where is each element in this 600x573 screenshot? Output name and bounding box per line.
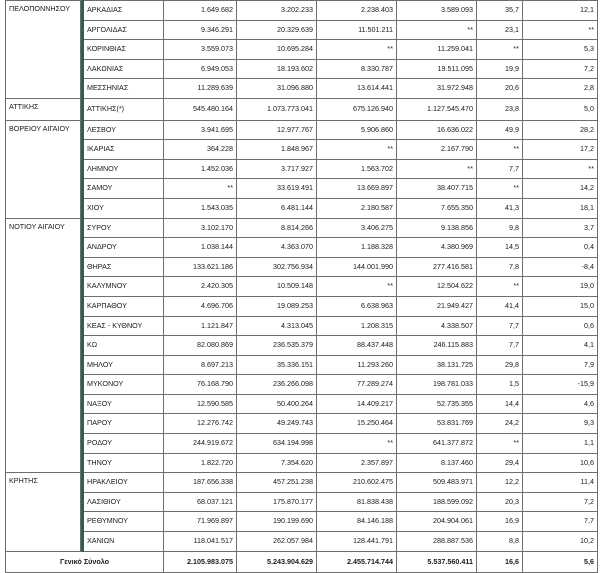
value-cell: 545.480.164 (164, 98, 237, 120)
region-name: ΒΟΡΕΙΟΥ ΑΙΓΑΙΟΥ (6, 120, 81, 218)
value-cell: 7,9 (523, 355, 598, 375)
value-cell: 10,2 (523, 532, 598, 552)
value-cell: 1,1 (523, 434, 598, 454)
prefecture-name: ΚΑΛΥΜΝΟΥ (84, 277, 164, 297)
value-cell: 16.636.022 (397, 120, 477, 140)
prefecture-name: ΛΗΜΝΟΥ (84, 159, 164, 179)
value-cell: 12.590.585 (164, 394, 237, 414)
value-cell: 509.483.971 (397, 473, 477, 493)
table-row (6, 375, 598, 395)
value-cell: 675.126.940 (317, 98, 397, 120)
value-cell: 20,3 (477, 492, 523, 512)
value-cell: 4,1 (523, 336, 598, 356)
value-cell: 14,2 (523, 179, 598, 199)
value-cell: 641.377.872 (397, 434, 477, 454)
value-cell: 7,7 (477, 336, 523, 356)
value-cell: 4.313.045 (237, 316, 317, 336)
table-row (6, 336, 598, 356)
value-cell: 5,0 (523, 98, 598, 120)
value-cell: 118.041.517 (164, 532, 237, 552)
value-cell: 35,7 (477, 1, 523, 21)
value-cell: 1.121.847 (164, 316, 237, 336)
value-cell: 1.073.773.041 (237, 98, 317, 120)
prefecture-name: ΗΡΑΚΛΕΙΟΥ (84, 473, 164, 493)
region-name: ΑΤΤΙΚΗΣ (6, 98, 81, 120)
table-row (6, 492, 598, 512)
value-cell: 11.289.639 (164, 79, 237, 99)
prefecture-name: ΘΗΡΑΣ (84, 257, 164, 277)
value-cell: ** (317, 277, 397, 297)
value-cell: 190.199.690 (237, 512, 317, 532)
value-cell: 5.906.860 (317, 120, 397, 140)
prefecture-name: ΣΥΡΟΥ (84, 218, 164, 238)
value-cell: ** (397, 20, 477, 40)
value-cell: 2,8 (523, 79, 598, 99)
value-cell: 18.193.602 (237, 59, 317, 79)
value-cell: 84.146.188 (317, 512, 397, 532)
value-cell: 7.655.350 (397, 198, 477, 218)
prefecture-name: ΣΑΜΟΥ (84, 179, 164, 199)
value-cell: 7,7 (477, 316, 523, 336)
table-row (6, 473, 598, 493)
value-cell: 3.202.233 (237, 1, 317, 21)
value-cell: 6.949.053 (164, 59, 237, 79)
value-cell: ** (523, 159, 598, 179)
prefecture-name: ΧΙΟΥ (84, 198, 164, 218)
value-cell: 1.543.035 (164, 198, 237, 218)
prefecture-name: ΚΩ (84, 336, 164, 356)
value-cell: 277.416.581 (397, 257, 477, 277)
total-value: 2.105.983.075 (164, 551, 237, 572)
value-cell: 7,7 (523, 512, 598, 532)
prefecture-name: ΜΗΛΟΥ (84, 355, 164, 375)
value-cell: 13.669.897 (317, 179, 397, 199)
value-cell: 14,5 (477, 238, 523, 258)
value-cell: 9.138.856 (397, 218, 477, 238)
value-cell: 41,3 (477, 198, 523, 218)
value-cell: 52.735.355 (397, 394, 477, 414)
value-cell: 29,8 (477, 355, 523, 375)
total-value: 5,6 (523, 551, 598, 572)
value-cell: 1.649.682 (164, 1, 237, 21)
prefecture-name: ΚΑΡΠΑΘΟΥ (84, 296, 164, 316)
value-cell: 210.602.475 (317, 473, 397, 493)
value-cell: 7,7 (477, 159, 523, 179)
value-cell: ** (477, 277, 523, 297)
table-row (6, 316, 598, 336)
value-cell: 23,8 (477, 98, 523, 120)
value-cell: 236.535.379 (237, 336, 317, 356)
value-cell: 31.096.880 (237, 79, 317, 99)
value-cell: 8,8 (477, 532, 523, 552)
value-cell: 2.420.305 (164, 277, 237, 297)
value-cell: 19,0 (523, 277, 598, 297)
table-row (6, 79, 598, 99)
value-cell: 1.563.702 (317, 159, 397, 179)
value-cell: 3,7 (523, 218, 598, 238)
value-cell: 1.188.328 (317, 238, 397, 258)
prefecture-name: ΚΕΑΣ - ΚΥΘΝΟΥ (84, 316, 164, 336)
value-cell: 3.941.695 (164, 120, 237, 140)
value-cell: ** (523, 20, 598, 40)
prefecture-name: ΧΑΝΙΩΝ (84, 532, 164, 552)
value-cell: 13.614.441 (317, 79, 397, 99)
value-cell: 20.329.639 (237, 20, 317, 40)
value-cell: 12.504.622 (397, 277, 477, 297)
value-cell: 11.501.211 (317, 20, 397, 40)
value-cell: 2.167.790 (397, 140, 477, 160)
value-cell: 9,8 (477, 218, 523, 238)
value-cell: 1,5 (477, 375, 523, 395)
total-value: 2.455.714.744 (317, 551, 397, 572)
table-row (6, 414, 598, 434)
total-row (6, 551, 598, 572)
prefecture-name: ΙΚΑΡΙΑΣ (84, 140, 164, 160)
value-cell: 18,1 (523, 198, 598, 218)
value-cell: 17,2 (523, 140, 598, 160)
value-cell: 246.115.883 (397, 336, 477, 356)
value-cell: 8.137.460 (397, 453, 477, 473)
value-cell: 6.638.963 (317, 296, 397, 316)
value-cell: ** (477, 40, 523, 60)
total-label: Γενικό Σύνολο (6, 551, 164, 572)
value-cell: 3.717.927 (237, 159, 317, 179)
value-cell: 14,4 (477, 394, 523, 414)
region-name: ΚΡΗΤΗΣ (6, 473, 81, 551)
value-cell: 3.559.073 (164, 40, 237, 60)
table-row (6, 238, 598, 258)
value-cell: 4,6 (523, 394, 598, 414)
table-row (6, 394, 598, 414)
prefecture-name: ΑΤΤΙΚΗΣ(*) (84, 98, 164, 120)
value-cell: 7,2 (523, 492, 598, 512)
table-row (6, 98, 598, 120)
prefecture-name: ΠΑΡΟΥ (84, 414, 164, 434)
value-cell: ** (477, 434, 523, 454)
value-cell: 77.289.274 (317, 375, 397, 395)
table-row (6, 1, 598, 21)
value-cell: 5,3 (523, 40, 598, 60)
prefecture-name: ΑΡΚΑΔΙΑΣ (84, 1, 164, 21)
value-cell: 68.037.121 (164, 492, 237, 512)
value-cell: 11,4 (523, 473, 598, 493)
value-cell: 10,6 (523, 453, 598, 473)
total-value: 16,6 (477, 551, 523, 572)
value-cell: ** (164, 179, 237, 199)
value-cell: 9.346.291 (164, 20, 237, 40)
value-cell: 3.102.170 (164, 218, 237, 238)
table-row (6, 179, 598, 199)
value-cell: 76.168.790 (164, 375, 237, 395)
value-cell: ** (317, 434, 397, 454)
table-row (6, 159, 598, 179)
prefecture-name: ΛΕΣΒΟΥ (84, 120, 164, 140)
value-cell: 244.919.672 (164, 434, 237, 454)
value-cell: 20,6 (477, 79, 523, 99)
value-cell: 8.814.266 (237, 218, 317, 238)
value-cell: 14.409.217 (317, 394, 397, 414)
value-cell: 8.697.213 (164, 355, 237, 375)
value-cell: 188.599.092 (397, 492, 477, 512)
prefecture-name: ΡΟΔΟΥ (84, 434, 164, 454)
value-cell: -8,4 (523, 257, 598, 277)
value-cell: 1.452.036 (164, 159, 237, 179)
value-cell: 3.589.093 (397, 1, 477, 21)
value-cell: 128.441.791 (317, 532, 397, 552)
value-cell: 364.228 (164, 140, 237, 160)
value-cell: ** (477, 140, 523, 160)
prefecture-name: ΤΗΝΟΥ (84, 453, 164, 473)
value-cell: 634.194.998 (237, 434, 317, 454)
table-row (6, 257, 598, 277)
value-cell: 41,4 (477, 296, 523, 316)
value-cell: 2.238.403 (317, 1, 397, 21)
value-cell: 29,4 (477, 453, 523, 473)
value-cell: 8.330.787 (317, 59, 397, 79)
value-cell: 1.208.315 (317, 316, 397, 336)
value-cell: 28,2 (523, 120, 598, 140)
value-cell: -15,9 (523, 375, 598, 395)
table-row (6, 277, 598, 297)
prefecture-name: ΡΕΘΥΜΝΟΥ (84, 512, 164, 532)
value-cell: 4.363.070 (237, 238, 317, 258)
prefecture-name: ΛΑΣΙΘΙΟΥ (84, 492, 164, 512)
value-cell: 2.180.587 (317, 198, 397, 218)
value-cell: 12.276.742 (164, 414, 237, 434)
value-cell: 262.057.984 (237, 532, 317, 552)
value-cell: 19.089.253 (237, 296, 317, 316)
value-cell: 23,1 (477, 20, 523, 40)
value-cell: 35.336.151 (237, 355, 317, 375)
prefecture-name: ΛΑΚΩΝΙΑΣ (84, 59, 164, 79)
region-name: ΠΕΛΟΠΟΝΝΗΣΟΥ (6, 1, 81, 99)
value-cell: 12,2 (477, 473, 523, 493)
value-cell: 9,3 (523, 414, 598, 434)
value-cell: 175.870.177 (237, 492, 317, 512)
value-cell: 21.949.427 (397, 296, 477, 316)
table-row (6, 40, 598, 60)
value-cell: 0,6 (523, 316, 598, 336)
value-cell: 53.831.769 (397, 414, 477, 434)
statistics-table (5, 0, 598, 573)
prefecture-name: ΝΑΞΟΥ (84, 394, 164, 414)
value-cell: 10.509.148 (237, 277, 317, 297)
value-cell: 144.001.990 (317, 257, 397, 277)
value-cell: 19.511.095 (397, 59, 477, 79)
value-cell: 0,4 (523, 238, 598, 258)
value-cell: 81.838.438 (317, 492, 397, 512)
value-cell: 88.437.448 (317, 336, 397, 356)
table-row (6, 140, 598, 160)
table-row (6, 218, 598, 238)
table-row (6, 532, 598, 552)
value-cell: 38.407.715 (397, 179, 477, 199)
table-row (6, 512, 598, 532)
value-cell: 457.251.238 (237, 473, 317, 493)
value-cell: 38.131.725 (397, 355, 477, 375)
table-row (6, 120, 598, 140)
table-row (6, 198, 598, 218)
total-value: 5.537.560.411 (397, 551, 477, 572)
value-cell: 204.904.061 (397, 512, 477, 532)
value-cell: 24,2 (477, 414, 523, 434)
region-name: ΝΟΤΙΟΥ ΑΙΓΑΙΟΥ (6, 218, 81, 473)
value-cell: 198.781.033 (397, 375, 477, 395)
value-cell: 12,1 (523, 1, 598, 21)
value-cell: 7,8 (477, 257, 523, 277)
value-cell: 33.619.491 (237, 179, 317, 199)
value-cell: 16,9 (477, 512, 523, 532)
value-cell: 4.696.706 (164, 296, 237, 316)
value-cell: 31.972.948 (397, 79, 477, 99)
prefecture-name: ΑΝΔΡΟΥ (84, 238, 164, 258)
table-row (6, 296, 598, 316)
value-cell: 133.621.186 (164, 257, 237, 277)
value-cell: 1.038.144 (164, 238, 237, 258)
value-cell: 11.293.260 (317, 355, 397, 375)
value-cell: 15,0 (523, 296, 598, 316)
table-row (6, 434, 598, 454)
value-cell: 4.338.507 (397, 316, 477, 336)
value-cell: 2.357.897 (317, 453, 397, 473)
value-cell: 82.080.869 (164, 336, 237, 356)
value-cell: ** (477, 179, 523, 199)
prefecture-name: ΑΡΓΟΛΙΔΑΣ (84, 20, 164, 40)
value-cell: 19,9 (477, 59, 523, 79)
value-cell: 50.400.264 (237, 394, 317, 414)
value-cell: 7,2 (523, 59, 598, 79)
value-cell: 1.822.720 (164, 453, 237, 473)
value-cell: 236.266.098 (237, 375, 317, 395)
value-cell: ** (317, 40, 397, 60)
value-cell: 71.969.897 (164, 512, 237, 532)
total-value: 5.243.904.629 (237, 551, 317, 572)
value-cell: ** (317, 140, 397, 160)
table-row (6, 453, 598, 473)
value-cell: 11.259.041 (397, 40, 477, 60)
table-row (6, 59, 598, 79)
table-row (6, 20, 598, 40)
prefecture-name: ΚΟΡΙΝΘΙΑΣ (84, 40, 164, 60)
value-cell: 10.695.284 (237, 40, 317, 60)
value-cell: 6.481.144 (237, 198, 317, 218)
value-cell: 7.354.620 (237, 453, 317, 473)
statistics-table-container (5, 0, 598, 573)
value-cell: 15.250.464 (317, 414, 397, 434)
value-cell: 302.756.934 (237, 257, 317, 277)
prefecture-name: ΜΕΣΣΗΝΙΑΣ (84, 79, 164, 99)
value-cell: ** (397, 159, 477, 179)
value-cell: 1.848.967 (237, 140, 317, 160)
value-cell: 12.977.767 (237, 120, 317, 140)
value-cell: 3.406.275 (317, 218, 397, 238)
value-cell: 1.127.545.470 (397, 98, 477, 120)
value-cell: 49,9 (477, 120, 523, 140)
table-body (6, 1, 598, 573)
value-cell: 4.380.969 (397, 238, 477, 258)
value-cell: 187.656.338 (164, 473, 237, 493)
table-row (6, 355, 598, 375)
value-cell: 49.249.743 (237, 414, 317, 434)
prefecture-name: ΜΥΚΟΝΟΥ (84, 375, 164, 395)
value-cell: 288.887.536 (397, 532, 477, 552)
